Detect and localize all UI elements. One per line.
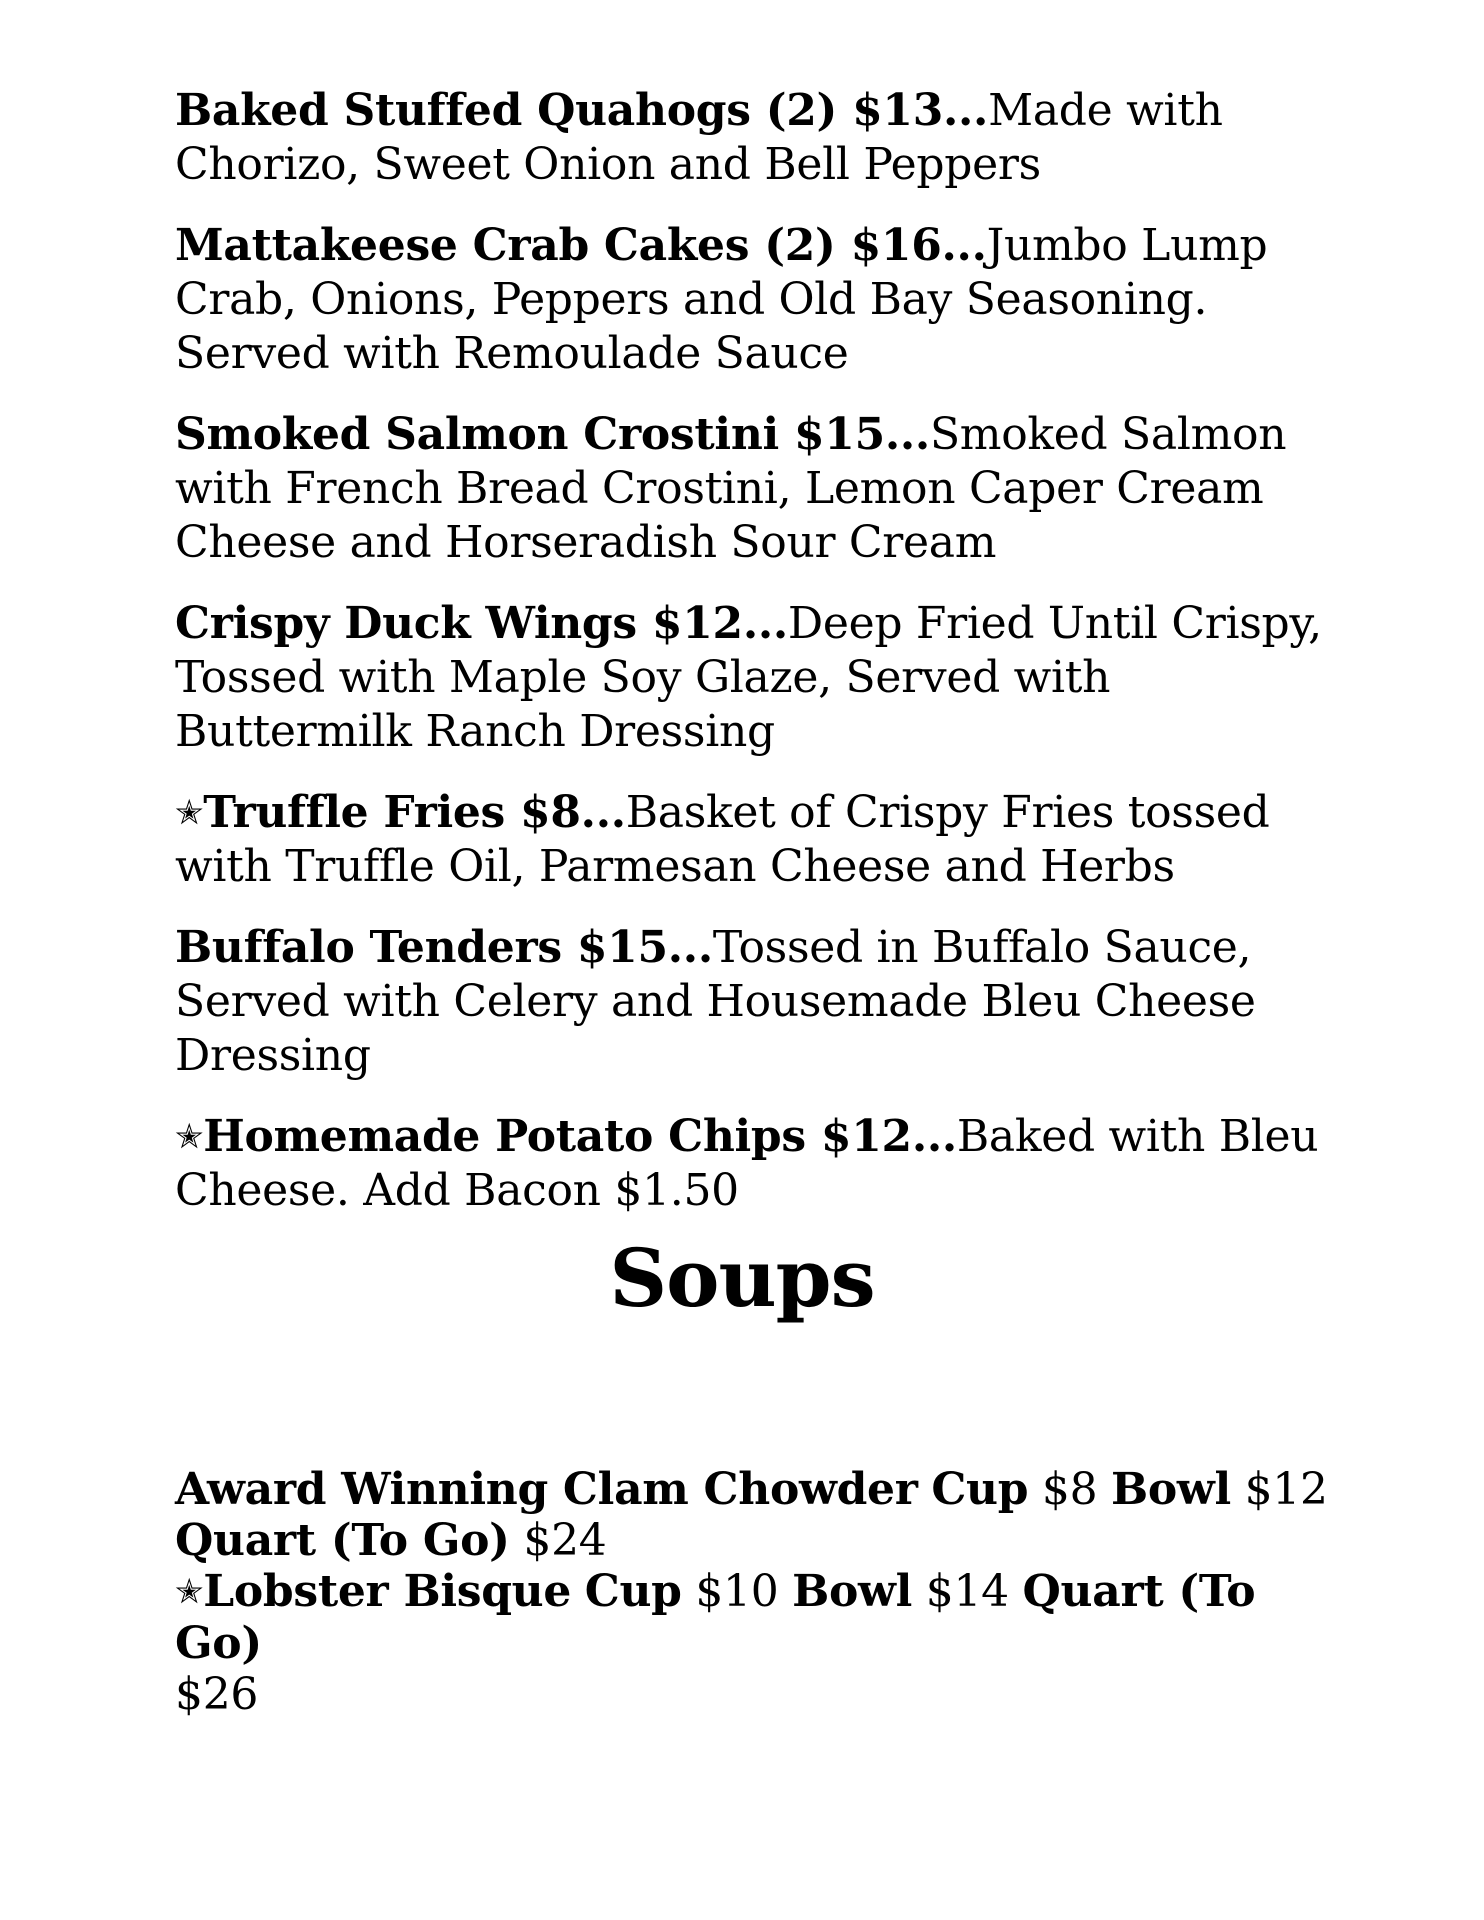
item-description: Basket of Crispy Fries tossed with Truffle Oil, Parmesan Cheese and Herbs	[175, 787, 1270, 892]
item-name: Mattakeese Crab Cakes (2) $16...	[175, 220, 987, 271]
item-name: Homemade Potato Chips $12...	[203, 1111, 957, 1162]
menu-item-potato-chips	[175, 1110, 1335, 1218]
quart-price: $26	[175, 1669, 259, 1720]
item-description: Baked with Bleu Cheese. Add Bacon $1.50	[175, 1111, 1319, 1216]
bowl-label: Bowl	[792, 1566, 913, 1617]
soup-item-clam-chowder	[175, 1464, 1355, 1566]
bowl-price: $14	[925, 1566, 1009, 1617]
menu-item-crab-cakes	[175, 219, 1335, 381]
cup-price: $10	[695, 1566, 779, 1617]
item-name: Crispy Duck Wings $12...	[175, 598, 788, 649]
item-name: Baked Stuffed Quahogs (2) $13...	[175, 85, 989, 136]
menu-item-buffalo-tenders	[175, 921, 1335, 1083]
bowl-label: Bowl	[1110, 1464, 1231, 1515]
soup-list	[175, 1464, 1355, 1720]
appetizer-list	[175, 84, 1335, 1245]
section-title-soups: Soups	[609, 1231, 875, 1325]
cup-price: $8	[1041, 1464, 1098, 1515]
item-name: Truffle Fries $8...	[203, 787, 626, 838]
quart-price: $24	[523, 1515, 607, 1566]
cup-label: Cup	[931, 1464, 1029, 1515]
item-description: Smoked Salmon with French Bread Crostini, Lemon Caper Cream Cheese and Horseradish Sour Cream	[175, 409, 1287, 568]
item-description: Deep Fried Until Crispy, Tossed with Maple Soy Glaze, Served with Buttermilk Ranch Dressing	[175, 598, 1322, 757]
soup-item-lobster-bisque	[175, 1566, 1355, 1720]
cup-label: Cup	[584, 1566, 682, 1617]
menu-item-duck-wings	[175, 597, 1335, 759]
quart-label: Quart (To Go)	[175, 1515, 510, 1566]
soup-name: Lobster Bisque	[203, 1566, 572, 1617]
soup-name: Award Winning Clam Chowder	[175, 1464, 918, 1515]
menu-item-quahogs	[175, 84, 1335, 192]
item-description: Jumbo Lump Crab, Onions, Peppers and Old Bay Seasoning. Served with Remoulade Sauce	[175, 220, 1268, 379]
bowl-price: $12	[1244, 1464, 1328, 1515]
star-icon: ✭	[175, 793, 204, 833]
menu-item-salmon-crostini	[175, 408, 1335, 570]
item-name: Smoked Salmon Crostini $15...	[175, 409, 930, 460]
menu-item-truffle-fries	[175, 786, 1335, 894]
star-icon: ✭	[175, 1572, 204, 1612]
quart-label: Quart (To Go)	[175, 1566, 1256, 1669]
item-description: Tossed in Buffalo Sauce, Served with Celery and Housemade Bleu Cheese Dressing	[175, 922, 1256, 1081]
star-icon: ✭	[175, 1117, 204, 1157]
item-name: Buffalo Tenders $15...	[175, 922, 713, 973]
item-description: Made with Chorizo, Sweet Onion and Bell Peppers	[175, 85, 1223, 190]
